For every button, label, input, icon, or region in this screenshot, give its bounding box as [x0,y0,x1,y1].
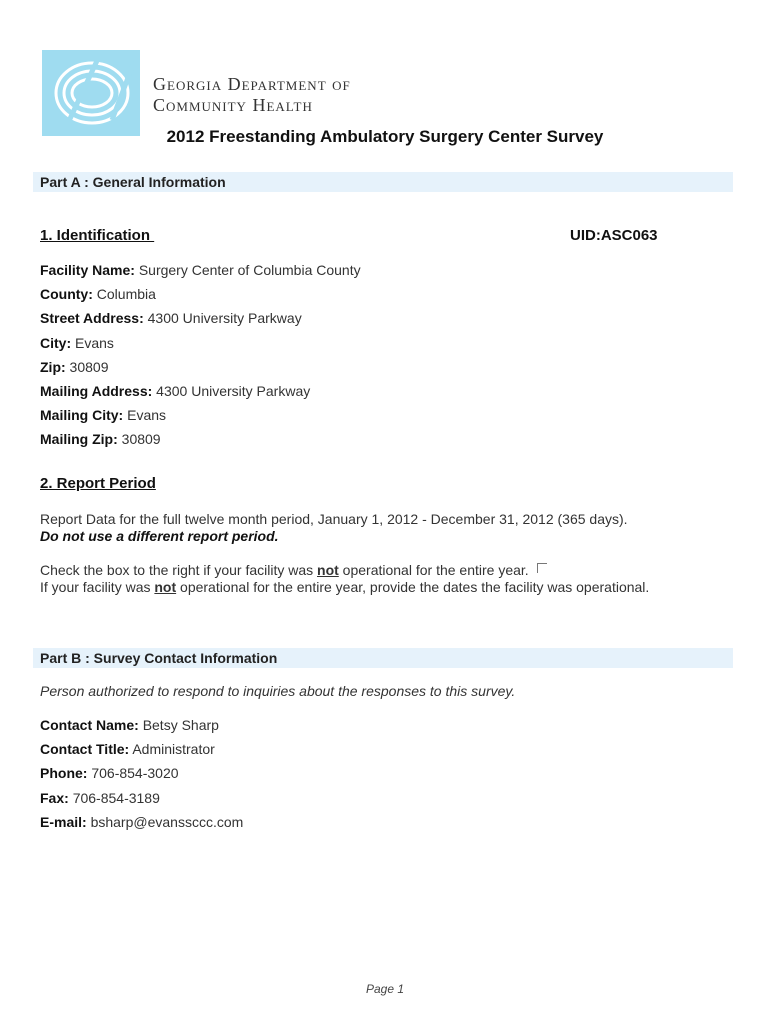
identification-field-value: 4300 University Parkway [147,310,302,327]
identification-field-row [40,359,108,375]
contact-field-row [40,765,179,781]
identification-field-row [40,407,166,423]
contact-field-row [40,717,219,733]
contact-field-value: 706-854-3020 [91,765,179,782]
contact-field-label: Contact Name: [40,717,139,733]
identification-field-row [40,335,114,351]
contact-field-value: bsharp@evanssccc.com [90,813,244,830]
contact-field-value: 706-854-3189 [72,789,160,806]
not-operational-checkbox[interactable] [537,563,547,573]
identification-field-label: Mailing Zip: [40,431,118,448]
identification-field-label: Street Address: [40,310,144,327]
dch-logo [42,50,140,136]
identification-field-value: 30809 [121,431,161,448]
contact-field-value: Administrator [132,741,215,758]
contact-field-label: E-mail: [40,813,87,830]
report-period-heading [40,475,156,492]
identification-field-label: Mailing City: [40,407,124,424]
contact-field-row [40,790,160,806]
uid-label: UID:ASC063 [570,227,658,244]
identification-field-label: Facility Name: [40,262,135,278]
contact-field-row [40,814,243,830]
identification-field-row [40,431,161,447]
report-period-warning: Do not use a different report period. [40,528,279,544]
page-number: Page 1 [365,982,405,996]
contact-field-label: Contact Title: [40,741,130,758]
check-text-post: operational for the entire year. [338,562,529,578]
identification-field-label: Zip: [40,358,66,375]
identification-field-label: Mailing Address: [40,383,153,399]
contact-field-label: Phone: [40,765,88,782]
identification-field-row [40,262,361,278]
identification-field-row [40,383,310,399]
identification-heading [40,227,154,244]
identification-field-value: Evans [75,334,114,351]
identification-heading-text: 1. Identification [40,227,151,244]
survey-title: 2012 Freestanding Ambulatory Surgery Center Survey [166,127,604,146]
identification-field-row [40,310,302,326]
identification-field-value: Columbia [96,286,156,303]
dates-text-pre: If your facility was [40,579,155,595]
report-period-heading-text: 2. Report Period [40,475,156,492]
identification-field-value: Evans [127,407,167,424]
not-operational-instruction [40,562,547,578]
org-name-line2: Community Health [153,95,313,115]
identification-field-label: City: [40,334,72,351]
dates-text-post: operational for the entire year, provide the dates the facility was operational. [176,579,650,595]
report-period-text: Report Data for the full twelve month period, January 1, 2012 - December 31, 2012 (365 days). [40,511,628,527]
identification-field-row [40,286,156,302]
operational-dates-instruction [40,579,649,595]
org-name-line1: Georgia Department of [153,74,351,94]
part-a-header: Part A : General Information [33,172,733,192]
contact-note: Person authorized to respond to inquiries about the responses to this survey. [40,683,516,699]
identification-field-value: 30809 [69,358,109,375]
identification-field-value: Surgery Center of Columbia County [138,262,361,278]
check-text-pre: Check the box to the right if your facility was [40,562,318,578]
organization-name [153,74,351,116]
identification-field-label: County: [40,286,93,303]
identification-field-value: 4300 University Parkway [156,383,311,399]
dates-text-not: not [154,579,177,595]
contact-field-row [40,741,215,757]
part-b-header: Part B : Survey Contact Information [33,648,733,668]
contact-field-value: Betsy Sharp [142,717,219,733]
check-text-not: not [317,562,339,578]
contact-field-label: Fax: [40,789,69,806]
